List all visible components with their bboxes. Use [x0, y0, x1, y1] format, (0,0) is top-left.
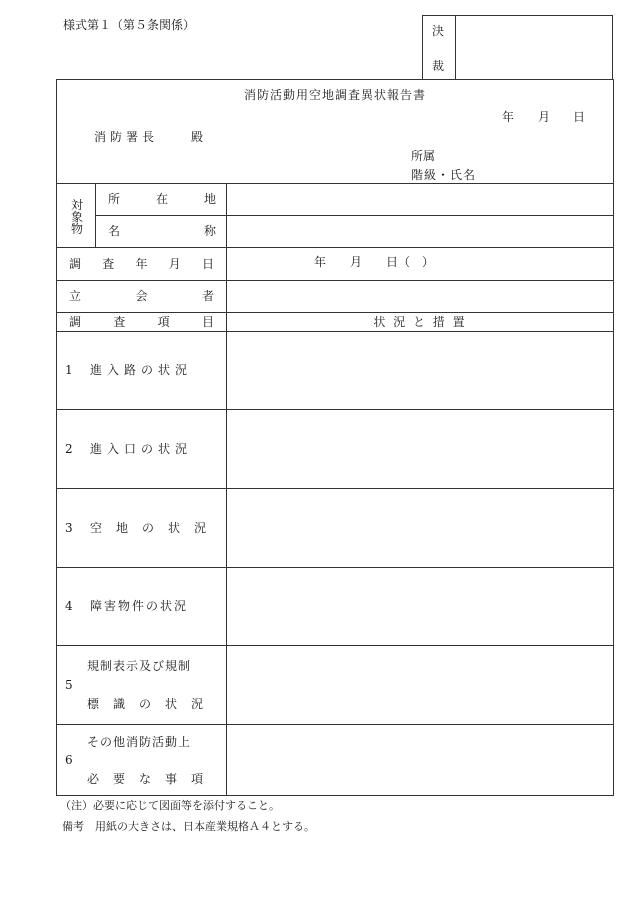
label-char: 調 — [69, 257, 82, 271]
label-char: 称 — [203, 224, 216, 238]
items-header-label — [69, 315, 214, 329]
label-char: 所 — [108, 192, 121, 206]
survey-date-value[interactable]: 年 月 日（ ） — [314, 255, 435, 269]
form-id: 様式第１（第５条関係） — [63, 18, 196, 32]
item-5-text-line1: 規制表示及び規制 — [87, 659, 192, 673]
item-5-status-field[interactable] — [227, 646, 613, 724]
addressee-name: 消防署長 — [94, 130, 159, 144]
label-char: 会 — [135, 289, 148, 303]
location-label — [108, 192, 216, 206]
addressee-honorific: 殿 — [191, 130, 204, 144]
target-group-char: 対 — [70, 198, 83, 212]
date-year-label: 年 — [502, 110, 515, 124]
label-char: 地 — [203, 192, 216, 206]
approval-box — [422, 15, 613, 80]
name-field[interactable] — [227, 216, 613, 247]
label-char: 者 — [201, 289, 214, 303]
item-4-status-field[interactable] — [227, 568, 613, 645]
item-2-number: 2 — [65, 442, 73, 456]
item-3-text: 空地の状況 — [90, 521, 221, 535]
approval-label-bottom: 裁 — [432, 59, 445, 73]
label-char: 立 — [69, 289, 82, 303]
report-form — [56, 79, 614, 796]
status-measures-header: 状 況 と 措 置 — [373, 315, 467, 329]
witness-field[interactable] — [227, 281, 613, 312]
target-group-char: 物 — [70, 222, 83, 236]
approval-stamp-field[interactable] — [456, 16, 612, 80]
item-1-text: 進入路の状況 — [90, 363, 193, 377]
label-char: 年 — [135, 257, 148, 271]
date-day-label: 日 — [573, 110, 586, 124]
reporter-rank-name-label: 階級・氏名 — [411, 168, 477, 182]
survey-date-label — [69, 257, 214, 271]
label-char: 項 — [157, 315, 170, 329]
note-paper-size: 備考 用紙の大きさは、日本産業規格Ａ４とする。 — [62, 820, 315, 833]
target-group-char: 象 — [70, 210, 83, 224]
label-char: 名 — [108, 224, 121, 238]
label-char: 月 — [168, 257, 181, 271]
location-field[interactable] — [227, 184, 613, 215]
item-1-status-field[interactable] — [227, 332, 613, 409]
label-char: 在 — [155, 192, 168, 206]
label-char: 調 — [69, 315, 82, 329]
item-6-number: 6 — [65, 753, 73, 767]
date-month-label: 月 — [538, 110, 551, 124]
item-3-status-field[interactable] — [227, 489, 613, 567]
target-group-label — [70, 199, 84, 235]
label-char: 査 — [102, 257, 115, 271]
reporter-affiliation-label: 所属 — [411, 149, 436, 163]
witness-label — [69, 289, 214, 303]
item-6-status-field[interactable] — [227, 725, 613, 795]
item-2-text: 進入口の状況 — [90, 442, 193, 456]
item-4-number: 4 — [65, 599, 73, 613]
note-attachment: （注）必要に応じて図面等を添付すること。 — [60, 799, 280, 812]
label-char: 目 — [201, 315, 214, 329]
item-5-number: 5 — [65, 678, 73, 692]
label-char: 査 — [113, 315, 126, 329]
item-4-text: 障害物件の状況 — [90, 599, 189, 613]
form-title: 消防活動用空地調査異状報告書 — [243, 88, 426, 102]
item-3-number: 3 — [65, 521, 73, 535]
item-6-text-line1: その他消防活動上 — [87, 735, 192, 749]
label-char: 日 — [201, 257, 214, 271]
name-label — [108, 224, 216, 238]
approval-label-top: 決 — [432, 24, 445, 38]
item-6-text-line2: 必要な事項 — [87, 772, 218, 786]
item-1-number: 1 — [65, 363, 73, 377]
item-5-text-line2: 標識の状況 — [87, 697, 218, 711]
item-2-status-field[interactable] — [227, 410, 613, 488]
